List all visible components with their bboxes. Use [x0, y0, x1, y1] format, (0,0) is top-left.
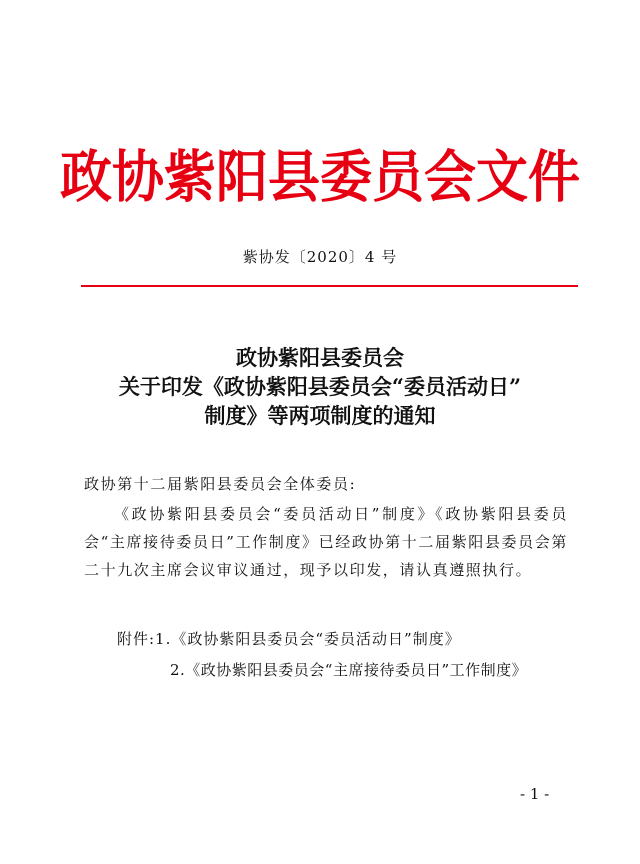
notice-title-line-2: 关于印发《政协紫阳县委员会“委员活动日” [118, 374, 522, 399]
notice-title-line-1: 政协紫阳县委员会 [236, 345, 404, 370]
attachment-item-1: 附件:1.《政协紫阳县委员会“委员活动日”制度》 [117, 630, 461, 648]
document-masthead: 政协紫阳县委员会文件 [59, 145, 580, 211]
page-number: - 1 - [520, 785, 550, 803]
body-paragraph: 《政协紫阳县委员会“委员活动日”制度》《政协紫阳县委员会“主席接待委员日”工作制度》已经政协第十二届紫阳县委员会第二十九次主席会议审议通过，现予以印发，请认真遵照执行。 [84, 505, 568, 579]
salutation: 政协第十二届紫阳县委员会全体委员: [84, 475, 357, 493]
notice-title-line-3: 制度》等两项制度的通知 [204, 403, 436, 428]
red-divider-line [81, 285, 578, 287]
document-number: 紫协发〔2020〕4 号 [242, 248, 398, 266]
notice-title [0, 343, 640, 430]
attachment-item-2: 2.《政协紫阳县委员会“主席接待委员日”工作制度》 [170, 661, 528, 679]
